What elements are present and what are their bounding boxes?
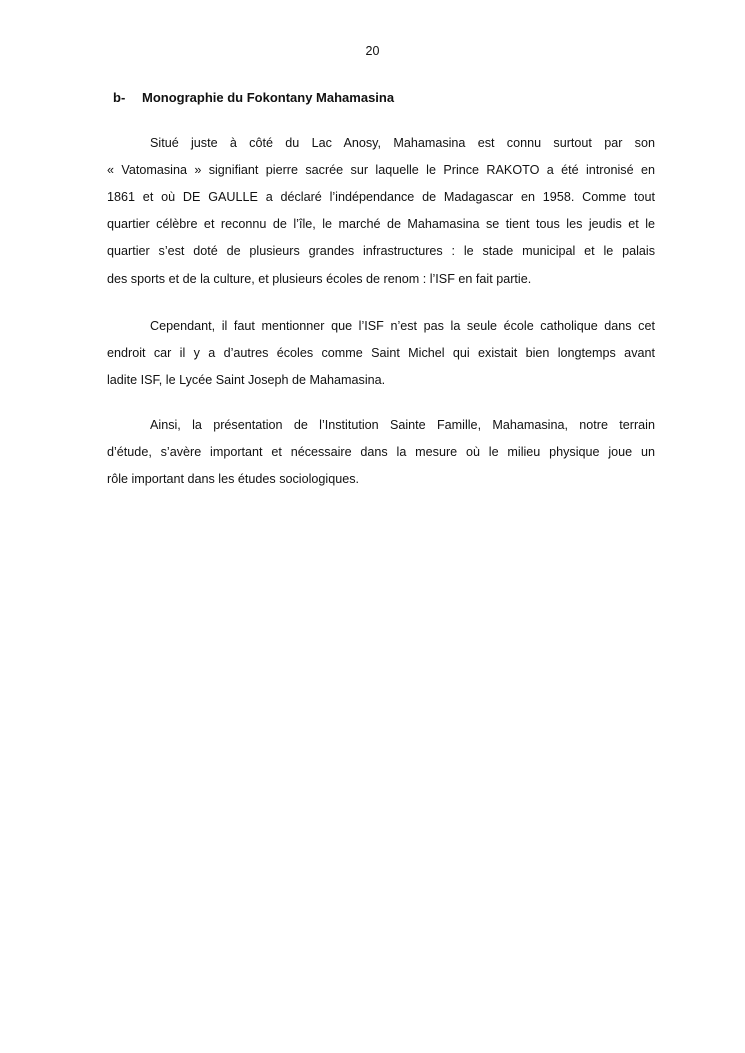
text-line: ladite ISF, le Lycée Saint Joseph de Mahamasina. (107, 373, 386, 387)
section-label: b- (113, 90, 126, 105)
text-line: quartier s’est doté de plusieurs grandes infrastructures : le stade municipal et le palais (107, 244, 655, 258)
text-line: « Vatomasina » signifiant pierre sacrée sur laquelle le Prince RAKOTO a été intronisé en (107, 163, 655, 177)
text-line: quartier célèbre et reconnu de l’île, le marché de Mahamasina se tient tous les jeudis et le (107, 217, 655, 231)
text-line: 1861 et où DE GAULLE a déclaré l’indépendance de Madagascar en 1958. Comme tout (107, 190, 655, 204)
text-line: des sports et de la culture, et plusieurs écoles de renom : l’ISF en fait partie. (107, 272, 532, 286)
page-number: 20 (365, 44, 380, 58)
text-line: Situé juste à côté du Lac Anosy, Mahamasina est connu surtout par son (150, 136, 655, 150)
section-heading (113, 90, 394, 105)
text-line: Ainsi, la présentation de l’Institution Sainte Famille, Mahamasina, notre terrain (150, 418, 655, 432)
section-title: Monographie du Fokontany Mahamasina (142, 90, 395, 105)
text-line: d’étude, s’avère important et nécessaire dans la mesure où le milieu physique joue un (107, 445, 655, 459)
text-line: rôle important dans les études sociologiques. (107, 472, 360, 486)
text-line: Cependant, il faut mentionner que l’ISF n’est pas la seule école catholique dans cet (150, 319, 655, 333)
text-line: endroit car il y a d’autres écoles comme Saint Michel qui existait bien longtemps avant (107, 346, 655, 360)
